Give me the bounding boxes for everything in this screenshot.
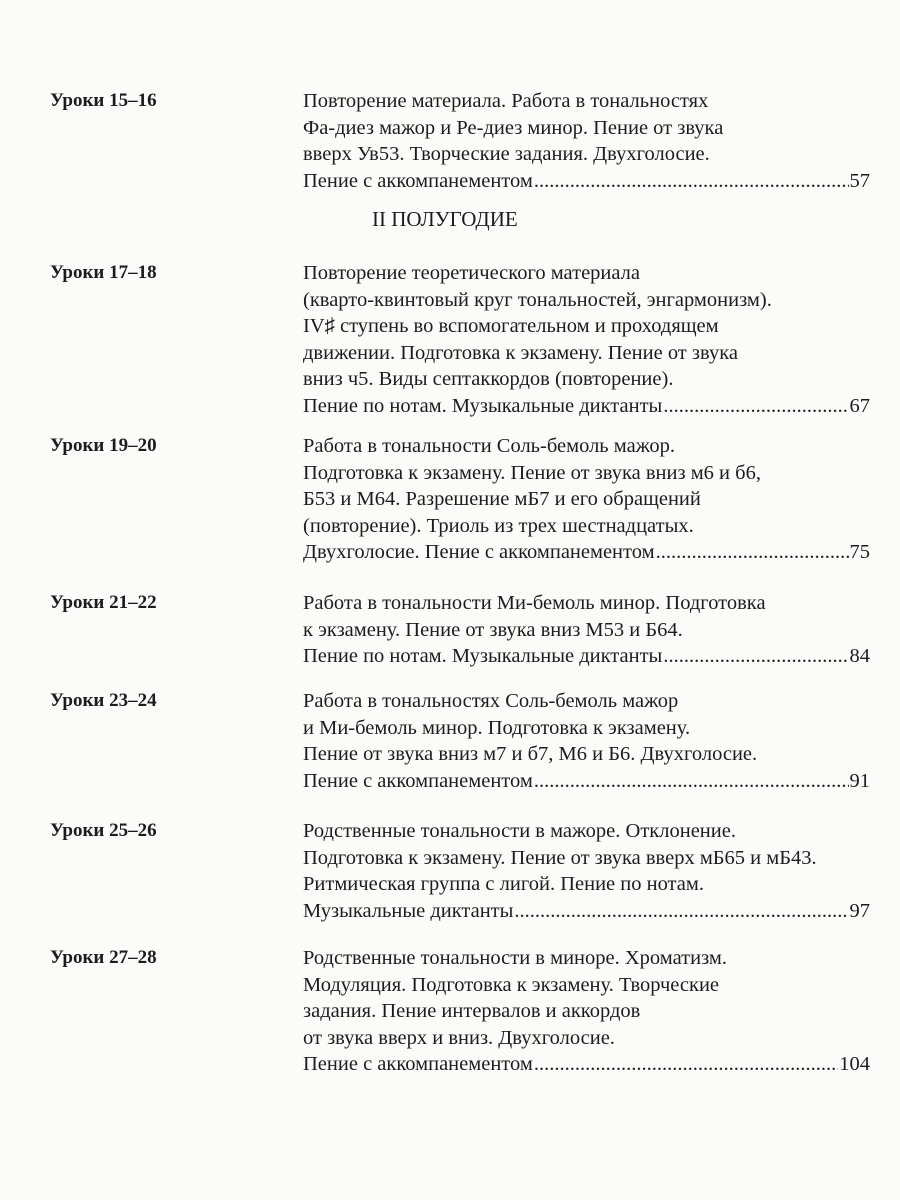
page-number[interactable]: 57 (849, 169, 870, 192)
page-number[interactable]: 67 (849, 394, 870, 417)
lesson-label: Уроки 19–20 (50, 435, 157, 456)
description-line: задания. Пение интервалов и аккордов (303, 1000, 641, 1022)
last-line-text: Пение по нотам. Музыкальные диктанты (303, 645, 663, 667)
description-line: Работа в тональности Ми-бемоль минор. Подготовка (303, 592, 766, 614)
description-line: Работа в тональности Соль-бемоль мажор. (303, 435, 675, 457)
page-number[interactable]: 104 (839, 1053, 870, 1075)
description-line: от звука вверх и вниз. Двухголосие. (303, 1026, 615, 1049)
description-line: вниз ч5. Виды септаккордов (повторение). (303, 368, 674, 390)
entry-description (303, 590, 870, 670)
description-line: Подготовка к экзамену. Пение от звука вниз м6 и б6, (303, 461, 761, 484)
description-line: Родственные тональности в мажоре. Отклонение. (303, 820, 736, 842)
lesson-label: Уроки 23–24 (50, 690, 157, 711)
description-line: Ритмическая группа с лигой. Пение по нотам. (303, 873, 704, 895)
dot-leader (663, 643, 848, 670)
last-line-text: Музыкальные диктанты (303, 899, 514, 922)
description-line: к экзамену. Пение от звука вниз М53 и Б64. (303, 618, 683, 641)
description-line: вверх Ув53. Творческие задания. Двухголосие. (303, 143, 710, 165)
entry-last-line (303, 1051, 870, 1078)
description-line: и Ми-бемоль минор. Подготовка к экзамену. (303, 716, 691, 739)
dot-leader (534, 1051, 838, 1078)
entry-last-line (303, 643, 870, 670)
description-line: Б53 и М64. Разрешение мБ7 и его обращений (303, 488, 701, 510)
dot-leader (534, 168, 849, 195)
dot-leader (663, 393, 848, 420)
entry-last-line (303, 539, 870, 566)
last-line-text: Двухголосие. Пение с аккомпанементом (303, 541, 655, 563)
description-line: Работа в тональностях Соль-бемоль мажор (303, 690, 679, 712)
page-number[interactable]: 97 (849, 899, 870, 922)
entry-description (303, 88, 870, 194)
entry-description (303, 688, 870, 794)
description-line: Пение от звука вниз м7 и б7, М6 и Б6. Двухголосие. (303, 743, 758, 765)
description-line: Фа-диез мажор и Ре-диез минор. Пение от звука (303, 116, 724, 139)
dot-leader (656, 539, 849, 566)
dot-leader (514, 898, 848, 925)
description-line: IV♯ ступень во вспомогательном и проходящем (303, 315, 719, 337)
last-line-text: Пение с аккомпанементом (303, 169, 533, 192)
entry-last-line (303, 168, 870, 195)
description-line: Повторение теоретического материала (303, 262, 641, 284)
lesson-label: Уроки 15–16 (50, 90, 157, 111)
entry-last-line (303, 898, 870, 925)
entry-description (303, 433, 870, 566)
description-line: (кварто-квинтовый круг тональностей, энгармонизм). (303, 288, 772, 311)
description-line: Родственные тональности в миноре. Хроматизм. (303, 947, 728, 969)
entry-description (303, 945, 870, 1078)
last-line-text: Пение с аккомпанементом (303, 769, 533, 792)
description-line: движении. Подготовка к экзамену. Пение от звука (303, 341, 738, 364)
page-number[interactable]: 75 (849, 541, 870, 563)
lesson-label: Уроки 25–26 (50, 820, 157, 841)
section-heading: II ПОЛУГОДИЕ (372, 207, 518, 231)
page-number[interactable]: 91 (849, 769, 870, 792)
last-line-text: Пение с аккомпанементом (303, 1053, 533, 1075)
page-number[interactable]: 84 (849, 645, 870, 667)
description-line: Повторение материала. Работа в тональностях (303, 90, 709, 112)
lesson-label: Уроки 17–18 (50, 262, 157, 283)
last-line-text: Пение по нотам. Музыкальные диктанты (303, 394, 663, 417)
dot-leader (534, 768, 849, 795)
entry-description (303, 260, 870, 419)
description-line: Модуляция. Подготовка к экзамену. Творческие (303, 973, 720, 996)
entry-last-line (303, 393, 870, 420)
lesson-label: Уроки 27–28 (50, 947, 157, 968)
lesson-label: Уроки 21–22 (50, 592, 157, 613)
entry-description (303, 818, 870, 924)
description-line: (повторение). Триоль из трех шестнадцатых. (303, 514, 694, 537)
description-line: Подготовка к экзамену. Пение от звука вверх мБ65 и мБ43. (303, 846, 817, 869)
entry-last-line (303, 768, 870, 795)
